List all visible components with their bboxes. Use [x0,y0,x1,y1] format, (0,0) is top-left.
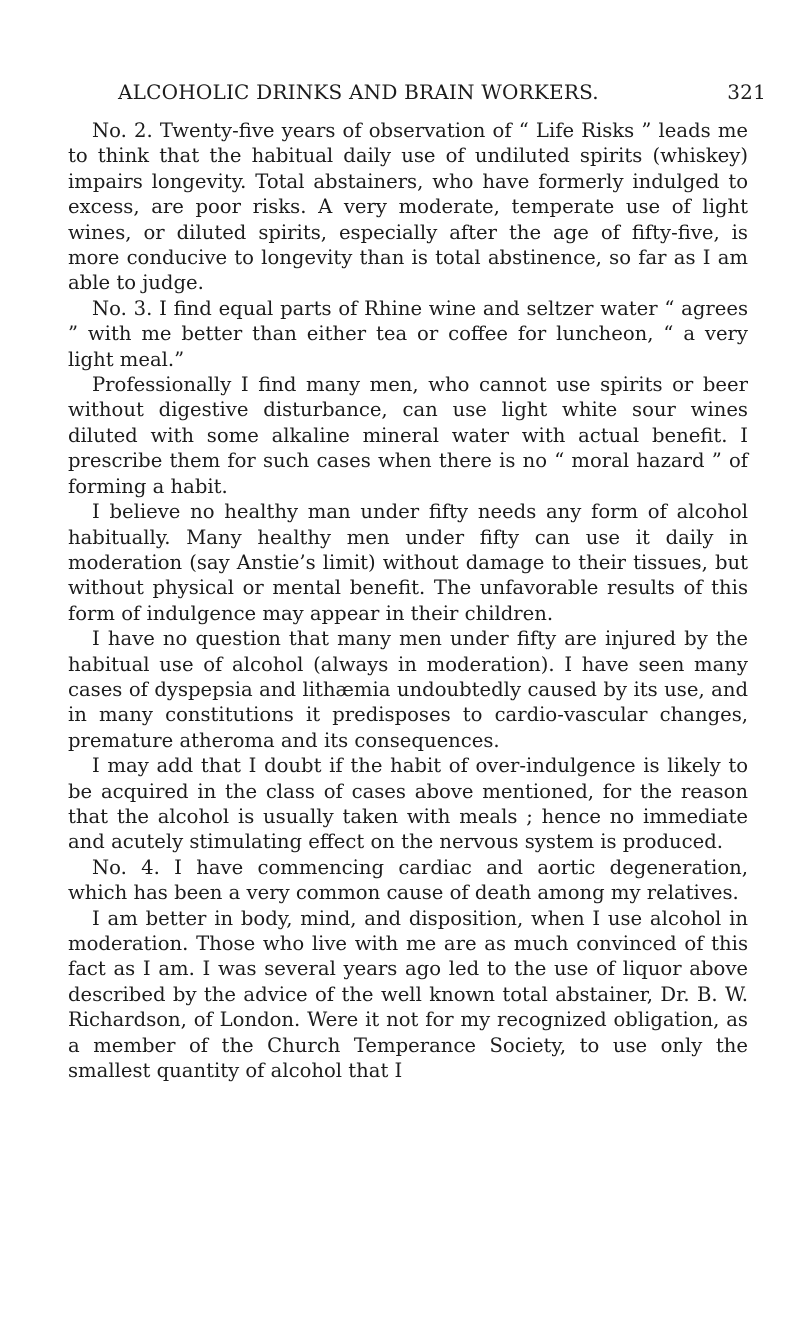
running-title: ALCOHOLIC DRINKS AND BRAIN WORKERS. [118,80,599,104]
page-header [118,80,766,106]
paragraph: I have no question that many men under fifty are injured by the habitual use of alcohol (always in moderation). I have seen many cases of dyspepsia and lithæmia undoubtedly caused by its use, and in many constitutions it predisposes to cardio-vascular changes, premature atheroma and its consequences. [68,627,748,752]
paragraph: Professionally I find many men, who cannot use spirits or beer without digestive disturbance, can use light white sour wines diluted with some alkaline mineral water with actual benefit. I prescribe them for such cases when there is no “ moral hazard ” of forming a habit. [68,373,748,498]
paragraph: I am better in body, mind, and disposition, when I use alcohol in moderation. Those who live with me are as much convinced of this fact as I am. I was several years ago led to the use of liquor above described by the advice of the well known total abstainer, Dr. B. W. Richardson, of London. Were it not for my recognized obligation, as a member of the Church Temperance Society, to use only the smallest quantity of alcohol that I [68,906,748,1083]
paragraph: No. 2. Twenty-five years of observation of “ Life Risks ” leads me to think that the habitual daily use of undiluted spirits (whiskey) impairs longevity. Total abstainers, who have formerly indulged to excess, are poor risks. A very moderate, temperate use of light wines, or diluted spirits, especially after the age of fifty-five, is more conducive to longevity than is total abstinence, so far as I am able to judge. [68,119,748,295]
page-number: 321 [727,80,766,104]
book-page [68,0,766,1341]
body-text [68,118,748,1083]
paragraph: No. 4. I have commencing cardiac and aortic degeneration, which has been a very common cause of death among my relatives. [68,855,748,905]
paragraph: No. 3. I find equal parts of Rhine wine and seltzer water “ agrees ” with me better than either tea or coffee for luncheon, “ a very light meal.” [68,296,748,371]
paragraph: I may add that I doubt if the habit of over-indulgence is likely to be acquired in the class of cases above mentioned, for the reason that the alcohol is usually taken with meals ; hence no immediate and acutely stimulating effect on the nervous system is produced. [68,754,748,854]
paragraph: I believe no healthy man under fifty needs any form of alcohol habitually. Many healthy men under fifty can use it daily in moderation (say Anstie’s limit) without damage to their tissues, but without physical or mental benefit. The unfavorable results of this form of indulgence may appear in their children. [68,500,748,625]
